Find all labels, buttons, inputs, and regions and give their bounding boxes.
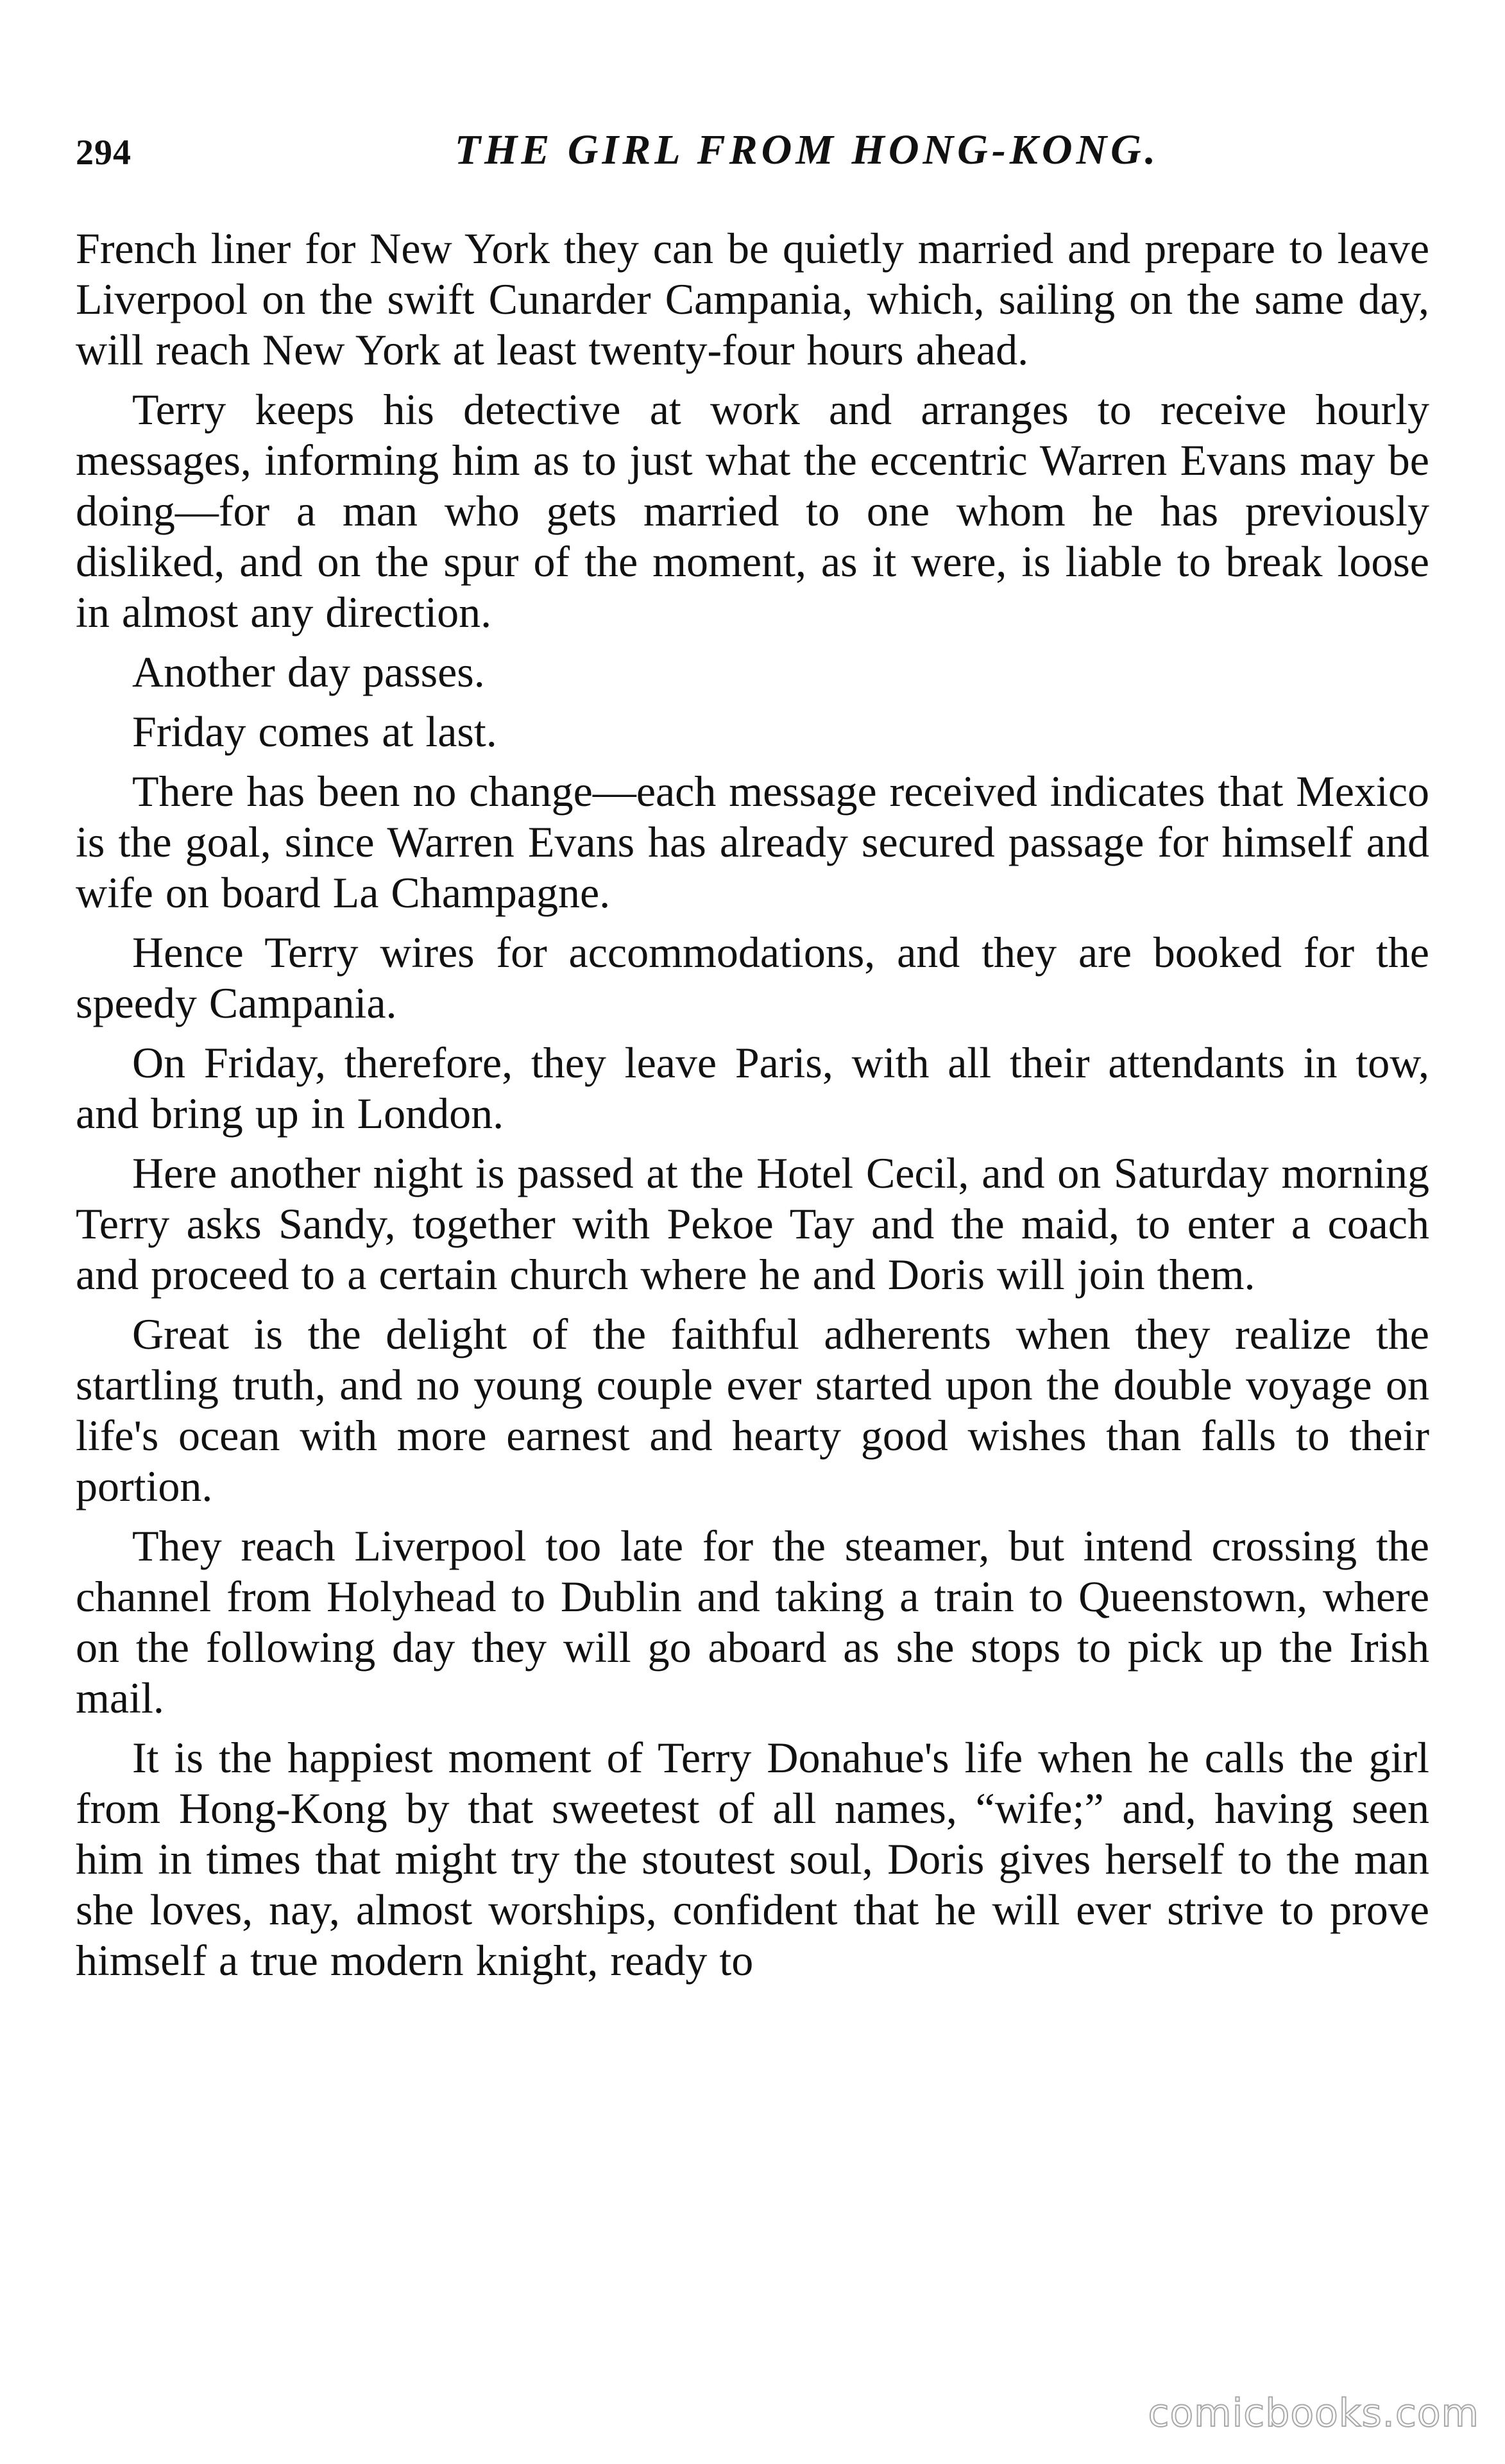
paragraph: They reach Liverpool too late for the steamer, but intend crossing the channel from Holyhead to Dublin and taking a train to Queenstown, where on the following day they will go aboard as she stops to pick up the Irish mail. (76, 1521, 1429, 1722)
paragraph: Terry keeps his detective at work and arranges to receive hourly messages, informing him as to just what the eccentric Warren Evans may be doing—for a man who gets married to one whom he has previously disliked, and on the spur of the moment, as it were, is liable to break loose in almost any direction. (76, 385, 1429, 637)
paragraph: Here another night is passed at the Hotel Cecil, and on Saturday morning Terry asks Sandy, together with Pekoe Tay and the maid, to enter a coach and proceed to a certain church where he and Doris will join them. (76, 1149, 1429, 1299)
paragraph: Friday comes at last. (132, 707, 497, 756)
paragraph: Another day passes. (132, 647, 485, 696)
paragraph: On Friday, therefore, they leave Paris, with all their attendants in tow, and bring up in London. (76, 1038, 1429, 1138)
paragraph: Great is the delight of the faithful adherents when they realize the startling truth, and no young couple ever started upon the double voyage on life's ocean with more earnest and hearty good wishes than falls to their portion. (76, 1310, 1429, 1510)
page-header (76, 126, 1429, 184)
paragraph: It is the happiest moment of Terry Donahue's life when he calls the girl from Hong-Kong by that sweetest of all names, “wife;” and, having seen him in times that might try the stoutest soul, Doris gives herself to the man she loves, nay, almost worships, confident that he will ever strive to prove himself a true modern knight, ready to (76, 1733, 1429, 1985)
site-watermark: comicbooks.com (1148, 2391, 1479, 2436)
running-title: THE GIRL FROM HONG-KONG. (454, 126, 1160, 173)
page-body (76, 223, 1429, 1986)
paragraph: There has been no change—each message received indicates that Mexico is the goal, since Warren Evans has already secured passage for himself and wife on board La Champagne. (76, 767, 1429, 917)
page-number: 294 (76, 133, 132, 173)
paragraph: Hence Terry wires for accommodations, and they are booked for the speedy Campania. (76, 928, 1429, 1027)
paragraph: French liner for New York they can be quietly married and prepare to leave Liverpool on the swift Cunarder Campania, which, sailing on the same day, will reach New York at least twenty-four hours ahead. (76, 224, 1429, 374)
